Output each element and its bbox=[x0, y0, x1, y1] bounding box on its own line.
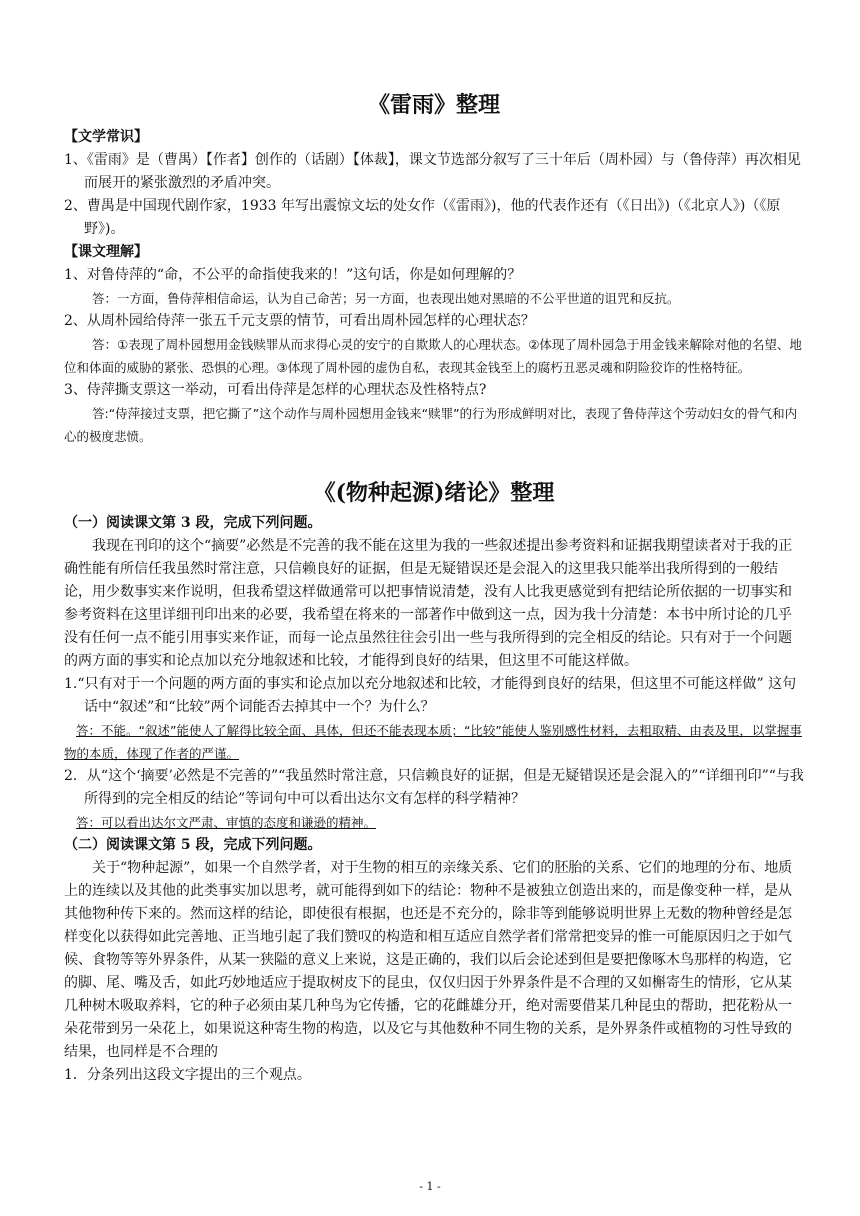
part-heading-2: （二）阅读课文第 5 段，完成下列问题。 bbox=[64, 837, 322, 853]
part-heading-1: （一）阅读课文第 3 段，完成下列问题。 bbox=[64, 515, 322, 531]
document-page bbox=[64, 88, 804, 1087]
question-2: 2、从周朴园给侍萍一张五千元支票的情节，可看出周朴园怎样的心理状态？ bbox=[64, 313, 535, 329]
answer-1: 答：一方面，鲁侍萍相信命运，认为自己命苦；另一方面，也表现出她对黑暗的不公平世道的诅咒和反抗。 bbox=[92, 291, 680, 306]
passage-question-2: 2．从“这个‘摘要’必然是不完善的”“我虽然时常注意，只信赖良好的证据，但是无疑错误还是会混入的”“详细刊印”“与我所得到的完全相反的结论”等词句中可以看出达尔文有怎样的科学精神？ bbox=[64, 768, 804, 807]
passage-paragraph-2: 关于“物种起源”，如果一个自然学者，对于生物的相互的亲缘关系、它们的胚胎的关系、它们的地理的分布、地质上的连续以及其他的此类事实加以思考，就可能得到如下的结论：物种不是被独立创造出来的，而是像变种一样，是从其他物种传下来的。然而这样的结论，即使很有根据，也还是不充分的，除非等到能够说明世界上无数的物种曾经是怎样变化以获得如此完善地、正当地引起了我们赞叹的构造和相互适应自然学者们常常把变异的惟一可能原因归之于如气候、食物等等外界条件，从某一狭隘的意义上来说，这是正确的，我们以后会论述到但是要把像啄木鸟那样的构造，它的脚、尾、嘴及舌，如此巧妙地适应于提取树皮下的昆虫，仅仅归因于外界条件是不合理的又如槲寄生的情形，它从某几种树木吸取养料，它的种子必须由某几种鸟为它传播，它的花雌雄分开，绝对需要借某几种昆虫的帮助，把花粉从一朵花带到另一朵花上，如果说这种寄生物的构造，以及它与其他数种不同生物的关系，是外界条件或植物的习性导致的结果，也同样是不合理的 bbox=[64, 860, 793, 1060]
passage-answer-1: 答：不能。“叙述”能使人了解得比较全面、具体，但还不能表现本质；“比较”能使人鉴别感性材料，去粗取精、由表及里，以掌握事物的本质，体现了作者的严谨。 bbox=[64, 723, 802, 761]
literature-item-1: 1、《雷雨》是（曹禺）【作者】创作的（话剧）【体裁】，课文节选部分叙写了三十年后（周朴园）与（鲁侍萍）再次相见而展开的紧张激烈的矛盾冲突。 bbox=[64, 152, 801, 191]
literature-item-2: 2、曹禺是中国现代剧作家，1933 年写出震惊文坛的处女作（《雷雨》)，他的代表作还有（《日出》)（《北京人》)（《原野》)。 bbox=[64, 198, 781, 237]
section-heading-comprehension: 【课文理解】 bbox=[64, 244, 148, 260]
question-3: 3、侍萍撕支票这一举动，可看出侍萍是怎样的心理状态及性格特点? bbox=[64, 382, 487, 398]
page-number: - 1 - bbox=[419, 1180, 441, 1193]
section-heading-literature: 【文学常识】 bbox=[64, 129, 148, 145]
section-title-origin: 《(物种起源)绪论》整理 bbox=[313, 480, 555, 506]
passage-question-3: 1．分条列出这段文字提出的三个观点。 bbox=[64, 1067, 311, 1083]
passage-answer-2: 答：可以看出达尔文严肃、审慎的态度和谦逊的精神。 bbox=[76, 815, 377, 830]
passage-paragraph-1: 我现在刊印的这个“摘要”必然是不完善的我不能在这里为我的一些叙述提出参考资料和证据我期望读者对于我的正确性能有所信任我虽然时常注意，只信赖良好的证据，但是无疑错误还是会混入的这里我只能举出我所得到的一般结论，用少数事实来作说明，但我希望这样做通常可以把事情说清楚，没有人比我更感觉到有把结论所依据的一切事实和参考资料在这里详细刊印出来的必要，我希望在将来的一部著作中做到这一点，因为我十分清楚：本书中所讨论的几乎没有任何一点不能引用事实来作证，而每一论点虽然往往会引出一些与我所得到的完全相反的结论。只有对于一个问题的两方面的事实和论点加以充分地叙述和比较，才能得到良好的结果，但这里不可能这样做。 bbox=[64, 538, 793, 669]
question-1: 1、对鲁侍萍的“命，不公平的命指使我来的！”这句话，你是如何理解的？ bbox=[64, 267, 522, 283]
document-title: 《雷雨》整理 bbox=[367, 92, 500, 118]
answer-2: 答：①表现了周朴园想用金钱赎罪从而求得心灵的安宁的自欺欺人的心理状态。②体现了周朴园急于用金钱来解除对他的名望、地位和体面的威胁的紧张、恐惧的心理。③体现了周朴园的虚伪自私，表现其金钱至上的腐朽丑恶灵魂和阴险狡诈的性格特征。 bbox=[64, 337, 802, 375]
answer-3: 答:“侍萍接过支票，把它撕了”这个动作与周朴园想用金钱来“赎罪”的行为形成鲜明对比，表现了鲁侍萍这个劳动妇女的骨气和内心的极度悲愤。 bbox=[64, 406, 798, 444]
passage-question-1: 1.“只有对于一个问题的两方面的事实和论点加以充分地叙述和比较，才能得到良好的结果，但这里不可能这样做” 这句话中“叙述”和“比较”两个词能否去掉其中一个？为什么？ bbox=[64, 676, 797, 715]
